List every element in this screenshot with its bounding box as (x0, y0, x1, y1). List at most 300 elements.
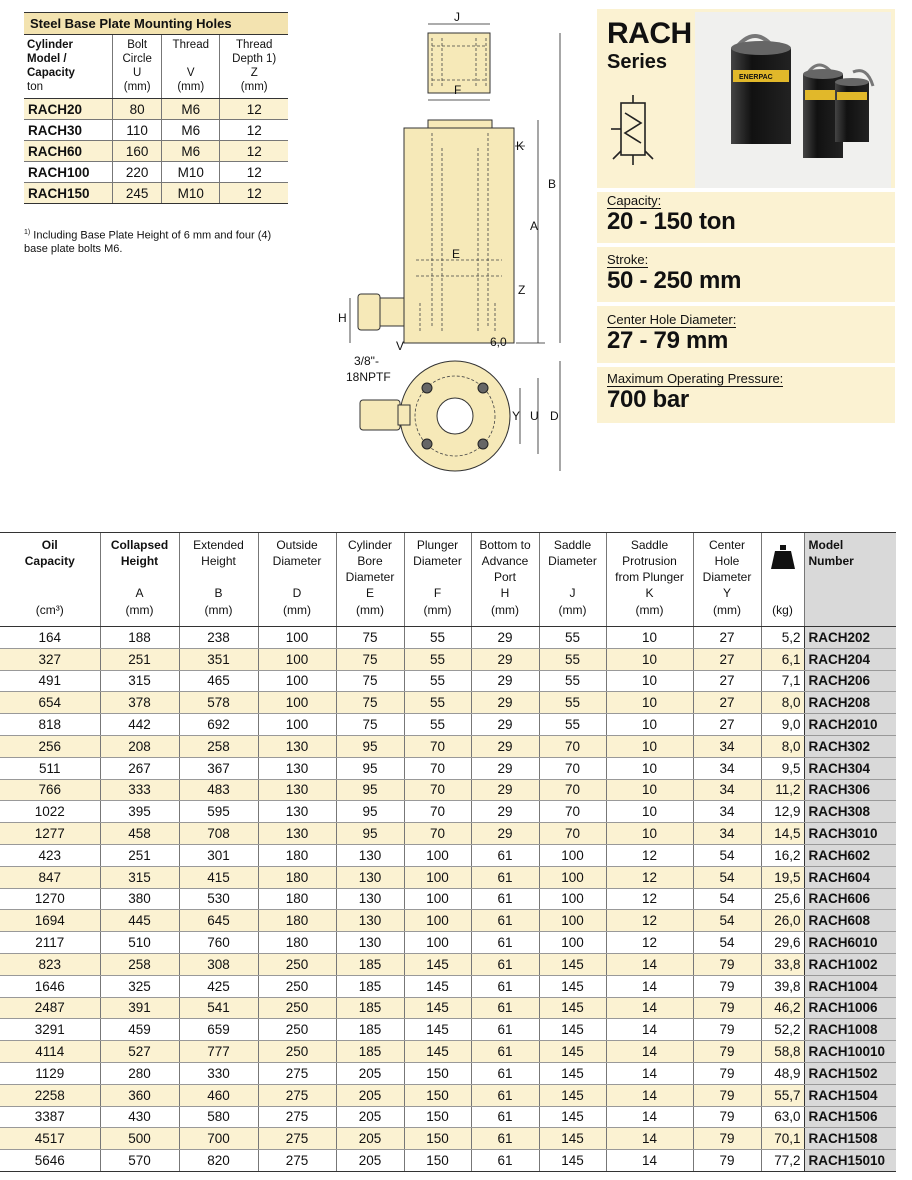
pressure-value: 700 bar (607, 386, 689, 413)
header-line: Model / (27, 53, 67, 65)
spec-cell: 95 (336, 823, 404, 845)
spec-cell: 46,2 (761, 997, 804, 1019)
spec-cell: 12 (606, 932, 693, 954)
spec-cell: 659 (179, 1019, 258, 1041)
header-line: Number (808, 554, 854, 568)
spec-cell: 5,2 (761, 627, 804, 649)
model-number-cell: RACH206 (804, 670, 896, 692)
spec-cell: 27 (693, 627, 761, 649)
spec-cell: 500 (100, 1128, 179, 1150)
model-number-cell: RACH204 (804, 648, 896, 670)
spec-table-row (0, 823, 896, 845)
header-line: Z (250, 67, 258, 79)
model-number-cell: RACH15010 (804, 1150, 896, 1172)
spec-cell: 8,0 (761, 735, 804, 757)
spec-cell: 55 (539, 714, 606, 736)
spec-cell: 250 (258, 997, 336, 1019)
center-hole-value: 27 - 79 mm (607, 327, 729, 354)
spec-cell: 75 (336, 670, 404, 692)
header-line: K (645, 586, 654, 600)
model-number-cell: RACH306 (804, 779, 896, 801)
mounting-cell: M6 (162, 99, 220, 120)
spec-cell: 10 (606, 779, 693, 801)
spec-table-row (0, 801, 896, 823)
spec-cell: 14 (606, 953, 693, 975)
mounting-cell: M10 (162, 162, 220, 183)
mounting-header-cell (220, 35, 288, 99)
header-line: Diameter (345, 570, 395, 584)
mounting-header-cell (24, 35, 113, 99)
dim-label-b: B (548, 177, 557, 191)
spec-cell: 251 (100, 844, 179, 866)
spec-table-row (0, 627, 896, 649)
spec-cell: 34 (693, 801, 761, 823)
spec-cell: 1270 (0, 888, 100, 910)
spec-cell: 61 (471, 953, 539, 975)
header-line (541, 569, 605, 585)
spec-cell: 258 (100, 953, 179, 975)
model-number-cell: RACH6010 (804, 932, 896, 954)
spec-cell: 130 (258, 823, 336, 845)
spec-table-row (0, 1128, 896, 1150)
spec-cell: 333 (100, 779, 179, 801)
spec-cell: 29 (471, 779, 539, 801)
header-line: J (569, 586, 576, 600)
mounting-cell: 160 (113, 141, 162, 162)
spec-table-row (0, 1019, 896, 1041)
spec-cell: 52,2 (761, 1019, 804, 1041)
header-unit: (mm) (491, 603, 519, 617)
spec-cell: 70 (539, 823, 606, 845)
spec-table-row (0, 1041, 896, 1063)
spec-cell: 145 (539, 1019, 606, 1041)
cylinder-dimension-drawing (330, 8, 580, 478)
spec-cell: 395 (100, 801, 179, 823)
spec-cell: 100 (539, 844, 606, 866)
footnote-mark: 1) (24, 229, 31, 236)
spec-cell: 61 (471, 1041, 539, 1063)
model-number-cell: RACH1502 (804, 1062, 896, 1084)
dim-label-z: Z (518, 283, 526, 297)
spec-cell: 415 (179, 866, 258, 888)
spec-cell: 61 (471, 866, 539, 888)
dim-label-e: E (452, 247, 461, 261)
spec-cell: 34 (693, 779, 761, 801)
spec-cell: 75 (336, 714, 404, 736)
spec-header-cell (0, 533, 100, 627)
spec-cell: 12 (606, 844, 693, 866)
model-number-cell: RACH202 (804, 627, 896, 649)
spec-cell: 14 (606, 1150, 693, 1172)
spec-cell: 130 (336, 844, 404, 866)
stroke-value: 50 - 250 mm (607, 267, 742, 294)
spec-cell: 570 (100, 1150, 179, 1172)
header-unit: (mm) (423, 603, 452, 617)
spec-table-row (0, 844, 896, 866)
spec-cell: 130 (336, 932, 404, 954)
header-line: Height (201, 554, 236, 568)
footnote (24, 226, 286, 256)
spec-cell: 39,8 (761, 975, 804, 997)
spec-cell: 275 (258, 1150, 336, 1172)
header-line: Bottom to (479, 538, 531, 552)
mounting-table-title: Steel Base Plate Mounting Holes (24, 13, 288, 35)
model-number-cell: RACH1008 (804, 1019, 896, 1041)
spec-table-row (0, 910, 896, 932)
spec-cell: 1646 (0, 975, 100, 997)
header-line: Height (120, 554, 159, 568)
spec-cell: 61 (471, 844, 539, 866)
spec-cell: 360 (100, 1084, 179, 1106)
spec-cell: 145 (539, 975, 606, 997)
spec-cell: 100 (258, 714, 336, 736)
spec-cell: 2117 (0, 932, 100, 954)
series-subtitle: Series (607, 51, 668, 73)
header-line: Diameter (272, 554, 322, 568)
spec-cell: 12 (606, 866, 693, 888)
spec-header-cell (404, 533, 471, 627)
spec-cell: 315 (100, 670, 179, 692)
spec-cell: 54 (693, 888, 761, 910)
model-number-cell: RACH604 (804, 866, 896, 888)
spec-cell: 27 (693, 648, 761, 670)
spec-table-row (0, 714, 896, 736)
spec-cell: 205 (336, 1062, 404, 1084)
mounting-cell: 12 (220, 162, 288, 183)
spec-cell: 54 (693, 932, 761, 954)
spec-cell: 145 (404, 997, 471, 1019)
spec-cell: 10 (606, 692, 693, 714)
spec-cell: 100 (404, 866, 471, 888)
spec-cell: 54 (693, 910, 761, 932)
model-number-cell: RACH308 (804, 801, 896, 823)
spec-cell: 185 (336, 1041, 404, 1063)
mounting-cell: M6 (162, 120, 220, 141)
mounting-table-row (24, 120, 288, 141)
spec-cell: 823 (0, 953, 100, 975)
mounting-cell: 12 (220, 141, 288, 162)
spec-cell: 63,0 (761, 1106, 804, 1128)
spec-table-row (0, 1150, 896, 1172)
spec-cell: 61 (471, 1084, 539, 1106)
spec-cell: 180 (258, 866, 336, 888)
spec-cell: 185 (336, 953, 404, 975)
header-unit: (mm) (125, 603, 154, 617)
spec-cell: 79 (693, 953, 761, 975)
spec-cell: 2487 (0, 997, 100, 1019)
spec-cell: 29 (471, 823, 539, 845)
spec-header-cell (100, 533, 179, 627)
spec-cell: 70 (539, 757, 606, 779)
model-number-cell: RACH1002 (804, 953, 896, 975)
header-line (165, 52, 216, 66)
mounting-table-row (24, 162, 288, 183)
cylinder-spec-table (0, 532, 896, 1172)
spec-cell: 29 (471, 670, 539, 692)
header-line: E (365, 586, 374, 600)
spec-cell: 3291 (0, 1019, 100, 1041)
spec-cell: 70 (404, 801, 471, 823)
spec-cell: 55 (404, 627, 471, 649)
mounting-table-row (24, 183, 288, 204)
spec-cell: 77,2 (761, 1150, 804, 1172)
spec-cell: 708 (179, 823, 258, 845)
header-unit: (kg) (772, 603, 793, 617)
hydraulic-symbol-icon (605, 95, 665, 171)
spec-cell: 10 (606, 757, 693, 779)
header-line: Port (493, 570, 516, 584)
model-number-cell: RACH1508 (804, 1128, 896, 1150)
header-line: Saddle (553, 538, 592, 552)
spec-cell: 442 (100, 714, 179, 736)
spec-cell: 29 (471, 627, 539, 649)
spec-cell: 70 (404, 735, 471, 757)
spec-cell: 130 (258, 801, 336, 823)
spec-cell: 61 (471, 1062, 539, 1084)
spec-cell: 180 (258, 932, 336, 954)
header-line: Diameter (702, 570, 752, 584)
spec-cell: 308 (179, 953, 258, 975)
model-number-cell: RACH302 (804, 735, 896, 757)
header-line: A (135, 586, 144, 600)
spec-cell: 100 (404, 844, 471, 866)
spec-table-row (0, 779, 896, 801)
spec-cell: 100 (539, 910, 606, 932)
spec-cell: 530 (179, 888, 258, 910)
spec-header-cell (804, 533, 896, 627)
capacity-value: 20 - 150 ton (607, 208, 736, 235)
spec-cell: 250 (258, 1041, 336, 1063)
spec-cell: 79 (693, 1041, 761, 1063)
spec-cell: 14 (606, 1128, 693, 1150)
spec-cell: 29,6 (761, 932, 804, 954)
spec-cell: 14 (606, 1019, 693, 1041)
dim-label-d: D (550, 409, 559, 423)
header-line: Extended (193, 538, 244, 552)
spec-cell: 130 (258, 735, 336, 757)
dim-label-v: V (396, 339, 405, 353)
header-unit: (mm) (204, 603, 233, 617)
spec-cell: 250 (258, 1019, 336, 1041)
spec-cell: 10 (606, 627, 693, 649)
spec-cell: 692 (179, 714, 258, 736)
spec-cell: 145 (539, 1041, 606, 1063)
spec-cell: 61 (471, 975, 539, 997)
spec-cell: 12,9 (761, 801, 804, 823)
spec-cell: 205 (336, 1106, 404, 1128)
spec-cell: 425 (179, 975, 258, 997)
spec-cell: 250 (258, 975, 336, 997)
spec-cell: 34 (693, 757, 761, 779)
spec-cell: 70 (539, 801, 606, 823)
spec-cell: 145 (539, 1062, 606, 1084)
header-unit: (mm) (240, 81, 268, 93)
header-unit: (cm³) (35, 603, 64, 617)
header-line: Cylinder (27, 39, 74, 51)
mounting-header-cell (113, 35, 162, 99)
dim-label-k: K (516, 139, 525, 153)
spec-cell: 79 (693, 1150, 761, 1172)
header-line: Collapsed (110, 538, 169, 552)
spec-cell: 180 (258, 910, 336, 932)
spec-cell: 12 (606, 910, 693, 932)
spec-header-cell (179, 533, 258, 627)
spec-cell: 79 (693, 997, 761, 1019)
header-line: Y (722, 586, 731, 600)
spec-cell: 465 (179, 670, 258, 692)
dim-label-6: 6,0 (490, 335, 507, 349)
spec-cell: 70,1 (761, 1128, 804, 1150)
header-line: Capacity (24, 554, 75, 568)
header-unit: (mm) (283, 603, 311, 617)
spec-cell: 75 (336, 648, 404, 670)
spec-cell: 100 (258, 648, 336, 670)
header-line: B (214, 586, 223, 600)
spec-cell: 12 (606, 888, 693, 910)
header-unit: (mm) (177, 81, 205, 93)
spec-cell: 95 (336, 779, 404, 801)
spec-cell: 145 (539, 1084, 606, 1106)
spec-cell: 55 (539, 670, 606, 692)
spec-cell: 100 (404, 888, 471, 910)
spec-cell: 180 (258, 888, 336, 910)
header-line: H (500, 586, 510, 600)
dim-label-h: H (338, 311, 347, 325)
header-line (260, 569, 335, 585)
spec-cell: 527 (100, 1041, 179, 1063)
spec-cell: 55 (539, 648, 606, 670)
mounting-model-cell: RACH60 (24, 141, 113, 162)
spec-cell: 580 (179, 1106, 258, 1128)
spec-cell: 9,0 (761, 714, 804, 736)
header-line: Outside (276, 538, 318, 552)
spec-cell: 4114 (0, 1041, 100, 1063)
spec-cell: 14 (606, 1041, 693, 1063)
spec-header-cell (606, 533, 693, 627)
spec-cell: 145 (404, 953, 471, 975)
mounting-cell: 110 (113, 120, 162, 141)
header-line: Bolt (127, 39, 148, 51)
port-label-1: 3/8"- (354, 354, 379, 368)
spec-cell: 423 (0, 844, 100, 866)
spec-header-cell (693, 533, 761, 627)
spec-cell: 1022 (0, 801, 100, 823)
photo-brand-label: ENERPAC (739, 74, 773, 81)
header-line: Advance (481, 554, 529, 568)
spec-cell: 100 (258, 692, 336, 714)
header-unit: ton (27, 81, 43, 93)
spec-cell: 70 (404, 757, 471, 779)
spec-cell: 491 (0, 670, 100, 692)
header-line: V (186, 67, 195, 79)
spec-cell: 578 (179, 692, 258, 714)
model-number-cell: RACH1004 (804, 975, 896, 997)
header-line: Oil (41, 538, 58, 552)
spec-cell: 2258 (0, 1084, 100, 1106)
spec-cell: 100 (404, 910, 471, 932)
spec-cell: 61 (471, 910, 539, 932)
spec-cell: 459 (100, 1019, 179, 1041)
stroke-label: Stroke: (607, 252, 649, 267)
spec-cell: 150 (404, 1128, 471, 1150)
spec-header-cell (258, 533, 336, 627)
spec-cell: 251 (100, 648, 179, 670)
spec-cell: 130 (258, 757, 336, 779)
header-line: Diameter (548, 554, 597, 568)
spec-cell: 430 (100, 1106, 179, 1128)
spec-cell: 188 (100, 627, 179, 649)
spec-cell: 130 (336, 910, 404, 932)
spec-cell: 150 (404, 1062, 471, 1084)
dim-label-j: J (454, 10, 460, 24)
spec-cell: 5646 (0, 1150, 100, 1172)
spec-cell: 55 (404, 714, 471, 736)
spec-cell: 145 (404, 1019, 471, 1041)
spec-cell: 11,2 (761, 779, 804, 801)
spec-cell: 10 (606, 648, 693, 670)
spec-cell: 29 (471, 714, 539, 736)
header-unit: (mm) (635, 603, 664, 617)
model-number-cell: RACH602 (804, 844, 896, 866)
mounting-table-row (24, 141, 288, 162)
spec-cell: 185 (336, 997, 404, 1019)
spec-cell: 145 (539, 953, 606, 975)
spec-table-row (0, 997, 896, 1019)
spec-cell: 61 (471, 997, 539, 1019)
spec-cell: 61 (471, 1106, 539, 1128)
spec-cell: 100 (539, 932, 606, 954)
spec-cell: 10 (606, 714, 693, 736)
spec-table-row (0, 953, 896, 975)
spec-cell: 29 (471, 692, 539, 714)
header-unit: (mm) (356, 603, 384, 617)
spec-cell: 14 (606, 1106, 693, 1128)
spec-cell: 1277 (0, 823, 100, 845)
spec-cell: 3387 (0, 1106, 100, 1128)
header-unit: (mm) (123, 81, 151, 93)
spec-cell: 595 (179, 801, 258, 823)
spec-cell: 700 (179, 1128, 258, 1150)
cylinder-product-photo (695, 12, 891, 188)
spec-cell: 100 (404, 932, 471, 954)
spec-cell: 145 (539, 1128, 606, 1150)
model-number-cell: RACH208 (804, 692, 896, 714)
spec-cell: 79 (693, 975, 761, 997)
mounting-cell: 80 (113, 99, 162, 120)
mounting-model-cell: RACH20 (24, 99, 113, 120)
spec-cell: 256 (0, 735, 100, 757)
mounting-model-cell: RACH100 (24, 162, 113, 183)
spec-table-row (0, 866, 896, 888)
spec-cell: 100 (258, 627, 336, 649)
spec-cell: 61 (471, 888, 539, 910)
spec-cell: 275 (258, 1106, 336, 1128)
spec-cell: 351 (179, 648, 258, 670)
spec-table-row (0, 975, 896, 997)
mounting-cell: 245 (113, 183, 162, 204)
spec-table-row (0, 692, 896, 714)
spec-table-row (0, 735, 896, 757)
spec-cell: 645 (179, 910, 258, 932)
spec-cell: 19,5 (761, 866, 804, 888)
series-title: RACH (607, 17, 692, 50)
dim-label-a: A (530, 219, 539, 233)
spec-cell: 55 (404, 648, 471, 670)
spec-cell: 258 (179, 735, 258, 757)
spec-cell: 70 (404, 823, 471, 845)
mounting-cell: M6 (162, 141, 220, 162)
spec-cell: 14,5 (761, 823, 804, 845)
